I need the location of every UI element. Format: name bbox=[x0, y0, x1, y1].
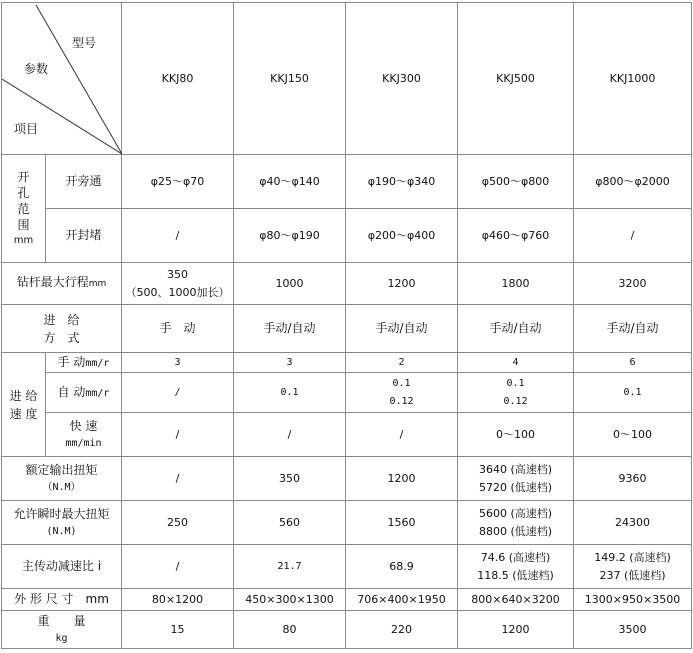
table-row bbox=[2, 457, 692, 501]
hole-range-group-label: 开 孔 范 围 mm bbox=[2, 155, 46, 263]
table-row bbox=[2, 155, 692, 209]
bypass-value: φ800～φ2000 bbox=[574, 155, 692, 209]
rated-torque-value: / bbox=[122, 457, 234, 501]
feed-mode-value: 手动/自动 bbox=[346, 305, 458, 353]
bypass-label: 开旁通 bbox=[46, 155, 122, 209]
auto-speed-value: 0.1 bbox=[234, 373, 346, 413]
ratio-value: 149.2 (高速档) 237 (低速档) bbox=[574, 545, 692, 589]
corner-param-label: 参数 bbox=[24, 62, 49, 76]
auto-speed-value: 0.1 bbox=[574, 373, 692, 413]
manual-speed-value: 6 bbox=[574, 353, 692, 373]
model-header: KKJ500 bbox=[458, 3, 574, 155]
spec-table bbox=[1, 2, 692, 649]
corner-item-label: 项目 bbox=[14, 122, 39, 136]
table-row bbox=[2, 413, 692, 457]
feed-mode-label: 进 给 方 式 bbox=[2, 305, 122, 353]
table-row bbox=[2, 353, 692, 373]
feed-mode-value: 手 动 bbox=[122, 305, 234, 353]
rated-torque-value: 350 bbox=[234, 457, 346, 501]
ratio-label: 主传动减速比 i bbox=[2, 545, 122, 589]
dimensions-value: 80×1200 bbox=[122, 589, 234, 611]
plug-value: / bbox=[122, 209, 234, 263]
rated-torque-value: 3640 (高速档) 5720 (低速档) bbox=[458, 457, 574, 501]
stroke-label: 钻杆最大行程mm bbox=[2, 263, 122, 305]
table-row bbox=[2, 209, 692, 263]
fast-speed-value: 0～100 bbox=[458, 413, 574, 457]
table-row bbox=[2, 589, 692, 611]
plug-value: φ460～φ760 bbox=[458, 209, 574, 263]
rated-torque-value: 9360 bbox=[574, 457, 692, 501]
stroke-value: 3200 bbox=[574, 263, 692, 305]
fast-speed-label: 快 速 mm/min bbox=[46, 413, 122, 457]
manual-speed-label: 手 动mm/r bbox=[46, 353, 122, 373]
feed-mode-value: 手动/自动 bbox=[574, 305, 692, 353]
ratio-value: 74.6 (高速档) 118.5 (低速档) bbox=[458, 545, 574, 589]
rated-torque-label: 额定输出扭矩 （N.M） bbox=[2, 457, 122, 501]
weight-label: 重 量 kg bbox=[2, 611, 122, 649]
fast-speed-value: / bbox=[122, 413, 234, 457]
weight-value: 15 bbox=[122, 611, 234, 649]
dimensions-label: 外 形 尺 寸 mm bbox=[2, 589, 122, 611]
table-row bbox=[2, 373, 692, 413]
table-row bbox=[2, 501, 692, 545]
manual-speed-value: 3 bbox=[122, 353, 234, 373]
model-header: KKJ150 bbox=[234, 3, 346, 155]
weight-value: 80 bbox=[234, 611, 346, 649]
auto-speed-value: 0.1 0.12 bbox=[458, 373, 574, 413]
max-torque-value: 250 bbox=[122, 501, 234, 545]
max-torque-label: 允许瞬时最大扭矩 (N.M) bbox=[2, 501, 122, 545]
model-header: KKJ300 bbox=[346, 3, 458, 155]
corner-model-label: 型号 bbox=[72, 36, 97, 50]
plug-label: 开封堵 bbox=[46, 209, 122, 263]
fast-speed-value: / bbox=[346, 413, 458, 457]
auto-speed-value: 0.1 0.12 bbox=[346, 373, 458, 413]
bypass-value: φ25～φ70 bbox=[122, 155, 234, 209]
table-row bbox=[2, 305, 692, 353]
max-torque-value: 24300 bbox=[574, 501, 692, 545]
bypass-value: φ500～φ800 bbox=[458, 155, 574, 209]
corner-header-cell bbox=[2, 3, 122, 155]
max-torque-value: 5600 (高速档) 8800 (低速档) bbox=[458, 501, 574, 545]
ratio-value: 68.9 bbox=[346, 545, 458, 589]
feed-mode-value: 手动/自动 bbox=[458, 305, 574, 353]
table-row bbox=[2, 611, 692, 649]
bypass-value: φ40～φ140 bbox=[234, 155, 346, 209]
stroke-value: 1200 bbox=[346, 263, 458, 305]
auto-speed-label: 自 动mm/r bbox=[46, 373, 122, 413]
table-row bbox=[2, 263, 692, 305]
stroke-value: 1000 bbox=[234, 263, 346, 305]
fast-speed-value: / bbox=[234, 413, 346, 457]
rated-torque-value: 1200 bbox=[346, 457, 458, 501]
model-header: KKJ1000 bbox=[574, 3, 692, 155]
plug-value: φ80～φ190 bbox=[234, 209, 346, 263]
weight-value: 3500 bbox=[574, 611, 692, 649]
dimensions-value: 800×640×3200 bbox=[458, 589, 574, 611]
dimensions-value: 1300×950×3500 bbox=[574, 589, 692, 611]
stroke-value: 1800 bbox=[458, 263, 574, 305]
model-header: KKJ80 bbox=[122, 3, 234, 155]
max-torque-value: 1560 bbox=[346, 501, 458, 545]
plug-value: / bbox=[574, 209, 692, 263]
weight-value: 220 bbox=[346, 611, 458, 649]
feed-speed-group-label: 进 给 速 度 bbox=[2, 353, 46, 457]
dimensions-value: 706×400×1950 bbox=[346, 589, 458, 611]
fast-speed-value: 0～100 bbox=[574, 413, 692, 457]
auto-speed-value: / bbox=[122, 373, 234, 413]
manual-speed-value: 4 bbox=[458, 353, 574, 373]
manual-speed-value: 3 bbox=[234, 353, 346, 373]
feed-mode-value: 手动/自动 bbox=[234, 305, 346, 353]
stroke-value: 350 （500、1000加长） bbox=[122, 263, 234, 305]
plug-value: φ200～φ400 bbox=[346, 209, 458, 263]
manual-speed-value: 2 bbox=[346, 353, 458, 373]
table-row bbox=[2, 545, 692, 589]
max-torque-value: 560 bbox=[234, 501, 346, 545]
dimensions-value: 450×300×1300 bbox=[234, 589, 346, 611]
ratio-value: / bbox=[122, 545, 234, 589]
bypass-value: φ190～φ340 bbox=[346, 155, 458, 209]
ratio-value: 21.7 bbox=[234, 545, 346, 589]
weight-value: 1200 bbox=[458, 611, 574, 649]
header-row bbox=[2, 3, 692, 155]
